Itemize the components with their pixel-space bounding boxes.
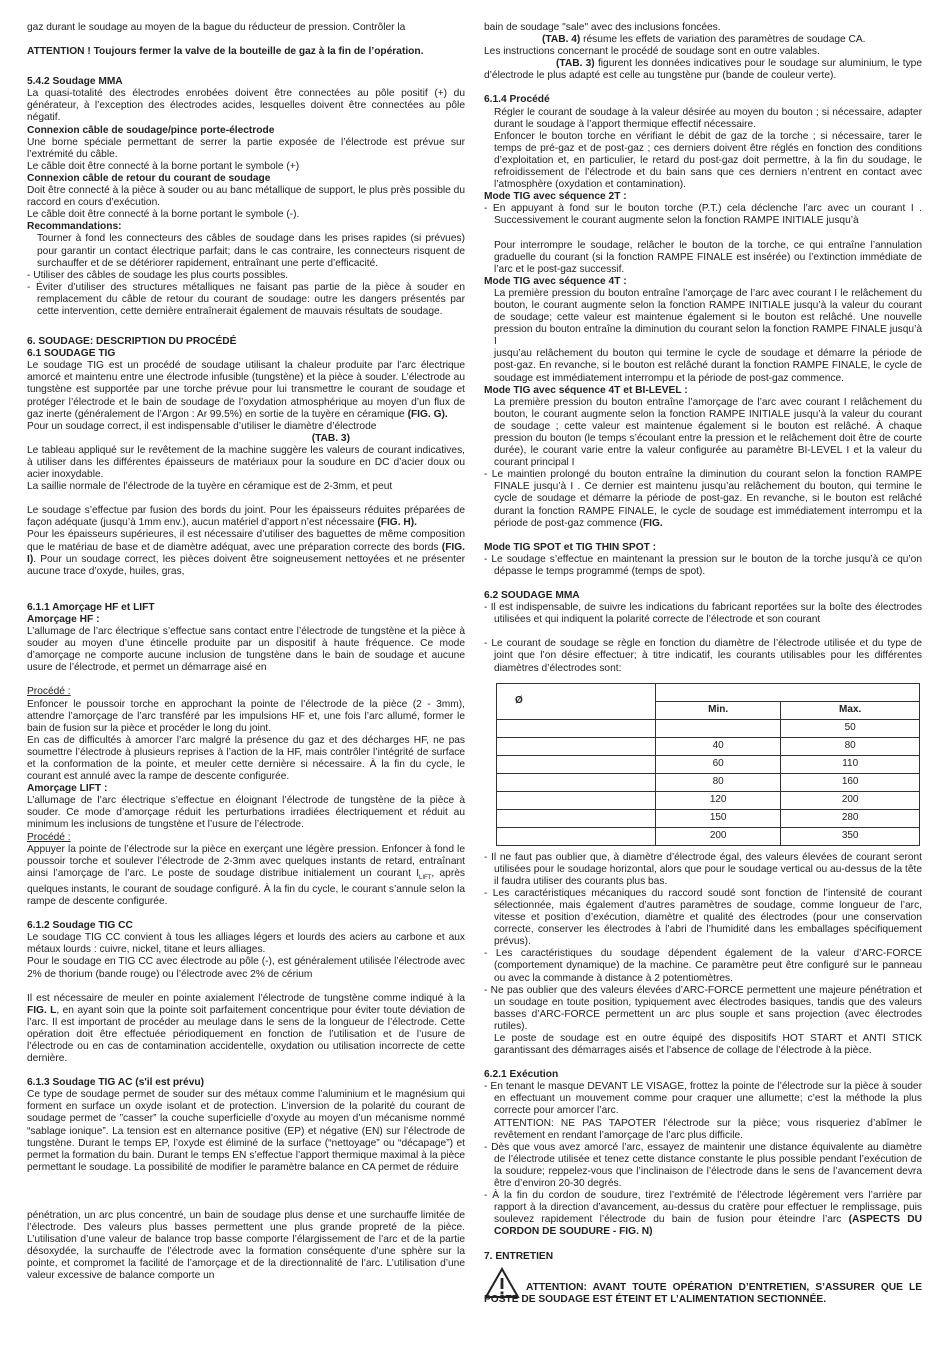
paragraph: La première pression du bouton entraîne l’amorçage de l’arc avec courant I le relâchement du bouton, le courant augmente selon la fonction RAMPE INITIALE jusqu’à la valeur du courant de soudage; cette valeur est maintenue également si le bouton est relâché. Une nouvelle pression du bouton entraîne la diminution du courant selon la fonction RAMPE FINALE jusqu’à I	[494, 287, 922, 348]
table-header-min: Min.	[656, 701, 781, 719]
paragraph: gaz durant le soudage au moyen de la bague du réducteur de pression. Contrôler la	[27, 22, 406, 33]
paragraph: Pour le soudage en TIG CC avec électrode au pôle (-), est généralement utilisée l’électrode avec 2% de thorium (bande rouge) ou l’électrode avec 2% de cérium	[27, 956, 465, 980]
section-heading: 6.1.2 Soudage TIG CC	[27, 920, 133, 932]
paragraph: Enfoncer le poussoir torche en approchant la pointe de l’électrode de la pièce (2 - 3mm), attendre l’amorçage de l’arc transféré par les impulsions HF et, une fois l’arc allumé, former le bain de fusion sur la pièce et procéder le long du joint.	[27, 698, 465, 734]
paragraph: Les instructions concernant le procédé de soudage sont en outre valables.	[484, 46, 820, 58]
paragraph: L’allumage de l’arc électrique s’effectue sans contact entre l’électrode de tungstène et la pièce à souder au moyen d’une étincelle produite par un dispositif à haute fréquence. Ce mode d’amorçage ne comporte aucune inclusion de tungstène dans le bain de soudage et aucune usure de l’électrode, et permet un démarrage aisé en	[27, 626, 465, 674]
list-item: - Il ne faut pas oublier que, à diamètre d’électrode égal, des valeurs élevées de courant seront utilisées pour le soudage horizontal, alors que pour le soudage vertical ou au-dessus de la tête il faudra utiliser des courants plus bas.	[484, 851, 922, 887]
figure-ref: (FIG. I)	[27, 541, 465, 565]
paragraph: Le tableau appliqué sur le revêtement de la machine suggère les valeurs de courant indicatives, à utiliser dans les différentes épaisseurs de matériaux pour la soudure en DC d’acier doux ou acier inoxydable.	[27, 444, 465, 481]
table-header-current	[656, 683, 920, 701]
subheading: Connexion câble de soudage/pince porte-électrode	[27, 124, 275, 136]
list-item: - À la fin du cordon de soudure, tirez l’extrémité de l’électrode légèrement vers l’arrière par rapport à la direction d’avancement, au-dessus du cratère pour effectuer le remplissage, puis soulevez rapidement l’électrode du bain de fusion pour éteindre l’arc (ASPECTS DU CORDON DE SOUDURE - FIG. N)	[484, 1190, 922, 1238]
figure-ref: (FIG. G).	[407, 408, 448, 420]
table-row: 80 160	[497, 773, 920, 791]
section-heading: 6.1.1 Amorçage HF et LIFT	[27, 601, 155, 613]
section-heading: 6.2 SOUDAGE MMA	[484, 590, 580, 602]
table-header-diameter: Ø	[497, 683, 656, 719]
paragraph: Tourner à fond les connecteurs des câbles de soudage dans les prises rapides (si prévues) pour garantir un contact électrique parfait; dans le cas contraire, les connecteurs risquent de surchauffer et de se détériorer rapidement, entraînant une perte d’efficacité.	[37, 233, 465, 269]
section-heading: 7. ENTRETIEN	[484, 1250, 554, 1262]
paragraph: Le soudage TIG est un procédé de soudage utilisant la chaleur produite par l’arc électrique amorcé et maintenu entre une électrode infusible (tungstène) et la pièce à souder. L’électrode au tungstène est supportée par une torche prévue pour lui transmettre le courant de soudage et protéger l’électrode et le bain de soudage de l’oxydation atmosphérique au moyen d’un flux de gaz inerte (généralement de l’Argon : Ar 99.5%) en sortie de la tuyère en céramique (FIG. G).	[27, 360, 465, 420]
subheading: Mode TIG avec séquence 4T et BI-LEVEL :	[484, 384, 688, 396]
subheading: Procédé :	[27, 686, 71, 698]
table-row: 60 110	[497, 755, 920, 773]
list-item: - Le maintien prolongé du bouton entraîne la diminution du courant selon la fonction RAMPE FINALE jusqu’à I . Ce dernier est maintenu jusqu’au relâchement du bouton, qui termine le cycle de soudage et démarre la période de post-gaz. En revanche, si le bouton est relâché durant la fonction RAMPE FINALE, le cycle de soudage est immédiatement interrompu et la période de post-gaz commence (FIG.	[484, 469, 922, 529]
list-item: - Les caractéristiques du soudage dépendent également de la valeur d’ARC-FORCE (comportement dynamique) de la machine. Ce paramètre peut être configuré sur le panneau ou avec la commande à distance à 2 potentiomètres.	[484, 948, 922, 984]
subheading: Amorçage HF :	[27, 613, 100, 625]
paragraph: (TAB. 3) figurent les données indicatives pour le soudage sur aluminium, le type d’électrode le plus adapté est celle au tungstène pur (bande de couleur verte).	[484, 58, 922, 82]
paragraph: Le soudage s’effectue par fusion des bords du joint. Pour les épaisseurs réduites préparées de façon adéquate (jusqu’à 1mm env.), aucun matériel d’apport n’est nécessaire (FIG. H).	[27, 505, 465, 529]
subheading: Connexion câble de retour du courant de soudage	[27, 172, 271, 184]
subheading: Amorçage LIFT :	[27, 783, 108, 795]
warning-text: ATTENTION: AVANT TOUTE OPÉRATION D’ENTRETIEN, S’ASSURER QUE LE POSTE DE SOUDAGE EST ÉTEINT ET L’ALIMENTATION SECTIONNÉE.	[484, 1281, 922, 1305]
subheading: Recommandations:	[27, 221, 122, 233]
table-row: 40 80	[497, 737, 920, 755]
subheading: Mode TIG avec séquence 4T :	[484, 275, 627, 287]
paragraph: Pour un soudage correct, il est indispensable d’utiliser le diamètre d’électrode	[27, 420, 377, 432]
maintenance-warning	[484, 1267, 922, 1306]
paragraph: Une borne spéciale permettant de serrer la partie exposée de l’électrode est prévue sur l’extrémité du câble.	[27, 136, 465, 160]
paragraph: pénétration, un arc plus concentré, un bain de soudage plus dense et une surchauffe limitée de l’électrode. Des valeurs plus basses permettent une plus grande propreté de la pièce. L’utilisation d’une valeur de balance trop basse comporte l’élargissement de l’arc et de la partie désoxydée, la surchauffe de l’électrode avec la formation conséquente d’une sphère sur la pointe, et compromet la facilité de l’amorçage et de la directionnalité de l’arc. L’utilisation d’une valeur excessive de balance comporte un	[27, 1209, 465, 1282]
paragraph: Pour les épaisseurs supérieures, il est nécessaire d’utiliser des baguettes de même composition que le matériau de base et de diamètre adéquat, avec une préparation correcte des bords (FIG. I). Pour un soudage correct, les pièces doivent être soigneusement nettoyées et ne présenter aucune trace d’oxyde, huiles, gras,	[27, 529, 465, 577]
paragraph: ATTENTION: NE PAS TAPOTER l’électrode sur la pièce; vous risqueriez d’abîmer le revêtement en rendant l’amorçage de l’arc plus difficile.	[494, 1117, 922, 1141]
table-row: 50	[497, 719, 920, 737]
paragraph: La saillie normale de l’électrode de la tuyère en céramique est de 2-3mm, et peut	[27, 481, 393, 493]
paragraph: Régler le courant de soudage à la valeur désirée au moyen du bouton ; si nécessaire, adapter durant le soudage à l’apport thermique effectif nécessaire.	[494, 106, 922, 130]
list-item: - En tenant le masque DEVANT LE VISAGE, frottez la pointe de l’électrode sur la pièce à souder en effectuant un mouvement comme pour craquer une allumette; c’est la méthode la plus correcte pour amorcer l’arc.	[484, 1081, 922, 1117]
paragraph: (TAB. 4) résume les effets de variation des paramètres de soudage CA.	[542, 34, 866, 46]
paragraph: Pour interrompre le soudage, relâcher le bouton de la torche, ce qui entraîne l’annulation graduelle du courant (si la fonction RAMPE FINALE est insérée) ou l’extinction immédiate de l’arc et le post-gaz successif.	[494, 239, 922, 275]
table-header-max: Max.	[781, 701, 920, 719]
paragraph: L’allumage de l’arc électrique s’effectue en éloignant l’électrode de tungstène de la pièce à souder. Ce mode d’amorçage réduit les perturbations irradiées électriquement et réduit au minimum les inclusions de tungstène et l’usure de l’électrode.	[27, 795, 465, 831]
paragraph: La première pression du bouton entraîne l’amorçage de l’arc avec courant I relâchement du bouton, le courant augmente selon la fonction RAMPE INITIALE jusqu’à la valeur du courant de soudage ; cette valeur est maintenue également si le bouton est relâché. À chaque pression du bouton (le temps s’écoulant entre la pression et le relâchement doit être de courte durée), le courant varie entre la valeur configurée au paramètre BI-LEVEL I et la valeur du courant principal I	[494, 396, 922, 469]
list-item: - Les caractéristiques mécaniques du raccord soudé sont fonction de l’intensité de courant sélectionnée, mais également d’autres paramètres de soudage, comme longueur de l’arc, vitesse et position d’exécution, diamètre et qualité des électrodes (pour une conservation correcte, conserver les électrodes à l’abri de l’humidité dans les emballages spécifiquement prévus).	[484, 887, 922, 948]
section-heading: 5.4.2 Soudage MMA	[27, 76, 123, 88]
list-item: - Éviter d’utiliser des structures métalliques ne faisant pas partie de la pièce à souder en remplacement du câble de retour du courant de soudage: outre les dangers présentés par cette intervention, cette dernière entraînerait également de mauvais résultats de soudage.	[27, 281, 465, 317]
list-item: - Ne pas oublier que des valeurs élevées d’ARC-FORCE permettent une majeure pénétration et un soudage en toute position, typiquement avec électrodes basiques, tandis que des valeurs basses d’ARC-FORCE permettent un arc plus souple et sans projection (avec électrodes rutiles).	[484, 984, 922, 1032]
table-ref: (TAB. 4)	[542, 34, 581, 46]
paragraph: Le câble doit être connecté à la borne portant le symbole (+)	[27, 160, 300, 172]
paragraph: Il est nécessaire de meuler en pointe axialement l’électrode de tungstène comme indiqué à la FIG. L, en ayant soin que la pointe soit parfaitement concentrique pour éviter toute déviation de l’arc. Il est important de procéder au meulage dans le sens de la longueur de l’électrode. Cette opération doit être effectuée périodiquement en fonction de l’utilisation et de l’usure de l’électrode ou en cas de contamination accidentelle, oxydation ou utilisation incorrecte de cette dernière.	[27, 992, 465, 1065]
right-column	[484, 22, 922, 1306]
paragraph: Enfoncer le bouton torche en vérifiant le débit de gaz de la torche ; si nécessaire, tarer le temps de pré-gaz et de post-gaz ; ces derniers doivent être réglés en fonction des conditions d’exploitation et, en particulier, le retard du post-gaz doit permettre, à la fin du soudage, le refroidissement de l’électrode et du bain sans que ces derniers n’entrent en contact avec l’atmosphère (oxydation et contamination).	[494, 130, 922, 191]
table-row: 120 200	[497, 791, 920, 809]
paragraph: Ce type de soudage permet de souder sur des métaux comme l’aluminium et le magnésium qui forment en surface un oxyde isolant et de protection. L’inversion de la polarité du courant de soudage permet de ”casser” la couche superficielle d’oxyde au moyen d’un mécanisme nommé “sablage ionique”. La tension est en alternance positive (EP) et négative (EN) sur l’électrode de tungstène. Durant le temps EP, l’oxyde est éliminé de la surface (“nettoyage” ou “décapage”) et permet la formation du bain. Durant le temps EN s’effectue l’apport thermique maximal à la pièce permettant le soudage. La possibilité de modifier le paramètre balance en CA permet de réduire	[27, 1089, 465, 1173]
paragraph: Le câble doit être connecté à la borne portant le symbole (-).	[27, 209, 300, 221]
section-heading: 6.1.3 Soudage TIG AC (s'il est prévu)	[27, 1077, 204, 1089]
paragraph: Le poste de soudage est en outre équipé des dispositifs HOT START et ANTI STICK garantissant des démarrages aisés et l’absence de collage de l’électrode à la pièce.	[494, 1033, 922, 1057]
figure-ref: (ASPECTS DU CORDON DE SOUDURE - FIG. N)	[494, 1214, 922, 1238]
list-item: - Utiliser des câbles de soudage les plus courts possibles.	[27, 269, 289, 281]
subheading: Procédé :	[27, 831, 71, 843]
table-ref: (TAB. 3)	[556, 58, 595, 70]
electrode-current-table	[496, 683, 920, 846]
paragraph: En cas de difficultés à amorcer l’arc malgré la présence du gaz et des décharges HF, ne pas soumettre l’électrode à plusieurs reprises à l’action de la HF, mais contrôler l’intégrité de surface et la conformation de la pointe, et meuler cette dernière si nécessaire. À la fin du cycle, le courant est annulé avec la rampe de descente configurée.	[27, 734, 465, 783]
attention-note: ATTENTION ! Toujours fermer la valve de la bouteille de gaz à la fin de l’opération.	[27, 46, 424, 58]
table-row: 200 350	[497, 827, 920, 845]
subheading: Mode TIG SPOT et TIG THIN SPOT :	[484, 541, 657, 553]
list-item: - Le courant de soudage se règle en fonction du diamètre de l’électrode utilisée et du type de joint que l’on désire effectuer; à titre indicatif, les courants utilisables pour les différentes diamètres d’électrodes sont:	[484, 638, 922, 674]
paragraph: jusqu’au relâchement du bouton qui termine le cycle de soudage et démarre la période de post-gaz. En revanche, si le bouton est relâché durant la fonction RAMPE FINALE, le cycle de soudage est immédiatement interrompu et la période de post-gaz commence.	[494, 348, 922, 384]
subheading: Mode TIG avec séquence 2T :	[484, 191, 627, 203]
section-heading: 6.1.4 Procédé	[484, 94, 550, 106]
figure-ref: FIG.	[642, 517, 663, 529]
paragraph: bain de soudage "sale" avec des inclusions foncées.	[484, 22, 721, 33]
list-item: - Il est indispensable, de suivre les indications du fabricant reportées sur la boîte des électrodes utilisées et qui indiquent la polarité correcte de l’électrode et son courant	[484, 602, 922, 626]
figure-ref: FIG. L	[27, 1004, 57, 1016]
section-heading: 6.1 SOUDAGE TIG	[27, 348, 116, 360]
left-column	[27, 22, 465, 1282]
list-item: - Le soudage s’effectue en maintenant la pression sur le bouton de la torche jusqu’à ce qu’on dépasse le temps programmé (temps de spot).	[484, 553, 922, 577]
section-heading: 6.2.1 Exécution	[484, 1069, 559, 1081]
table-ref: (TAB. 3)	[311, 432, 350, 444]
list-item: - Dès que vous avez amorcé l’arc, essayez de maintenir une distance équivalente au diamètre de l’électrode utilisée et tenez cette distance constante le plus possible pendant l’exécution de la soudure; reppelez-vous que l’inclinaison de l’électrode dans le sens de l’avancement devra être d’environ 20-30 degrés.	[484, 1141, 922, 1190]
paragraph: Appuyer la pointe de l’électrode sur la pièce en exerçant une légère pression. Enfoncer à fond le poussoir torche et soulever l’électrode de 2-3mm avec quelques instants de retard, entraînant ainsi l’amorçage de l’arc. Le poste de soudage distribue initialement un courant $I_{LIFT}$, après quelques instants, le courant de soudage configuré. À la fin du cycle, le courant s’annule selon la rampe de descente configurée.	[27, 843, 466, 908]
paragraph: Doit être connecté à la pièce à souder ou au banc métallique de support, le plus près possible du raccord en cours d’exécution.	[27, 185, 465, 209]
table-row: 150 280	[497, 809, 920, 827]
section-heading: 6. SOUDAGE: DESCRIPTION DU PROCÉDÉ	[27, 336, 237, 348]
list-item: - En appuyant à fond sur le bouton torche (P.T.) cela déclenche l’arc avec un courant I . Successivement le courant augmente selon la fonction RAMPE INITIALE jusqu’à	[484, 203, 922, 227]
figure-ref: (FIG. H).	[377, 517, 417, 529]
paragraph: Le soudage TIG CC convient à tous les alliages légers et lourds des aciers au carbone et aux métaux lourds : cuivre, nickel, titane et leurs alliages.	[27, 932, 465, 956]
paragraph: La quasi-totalité des électrodes enrobées doivent être connectées au pôle positif (+) du générateur, à l’exception des électrodes acides, lesquelles doivent être connectées au pôle négatif.	[27, 88, 465, 124]
